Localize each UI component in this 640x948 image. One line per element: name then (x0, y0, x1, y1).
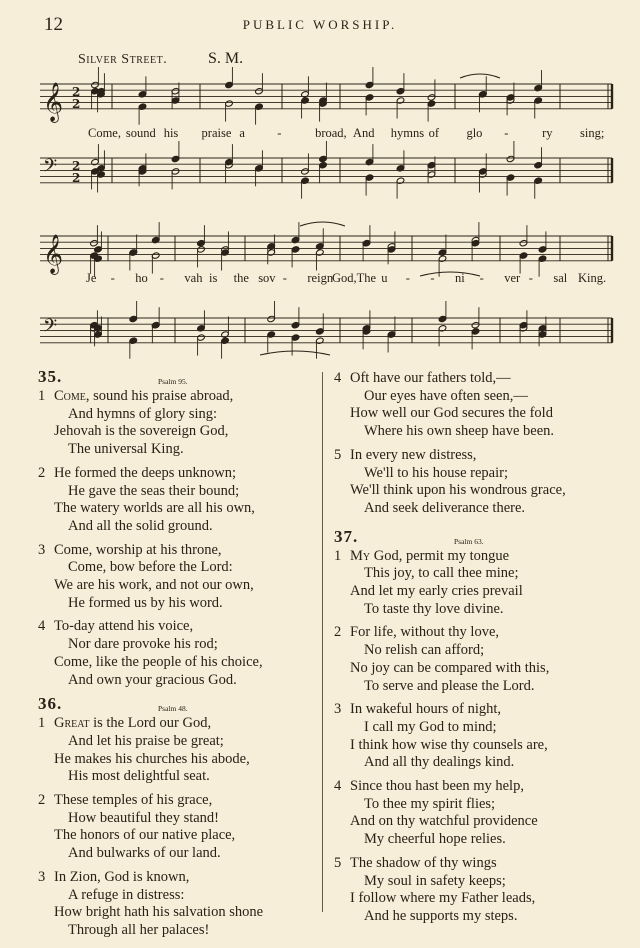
stanza (334, 624, 624, 695)
verse-line (334, 754, 624, 772)
lyric-syllable: King. (578, 271, 607, 285)
right-column (334, 370, 624, 932)
verse-line (38, 810, 318, 828)
lyric-syllable: broad, (315, 126, 347, 140)
verse-line (334, 855, 624, 873)
verse-text: How bright hath his salvation shone (54, 904, 264, 921)
verse-line (38, 792, 318, 810)
running-title: PUBLIC WORSHIP. (242, 17, 398, 32)
stanza (38, 465, 318, 536)
stanza (334, 701, 624, 772)
stanza-number: 1 (38, 388, 46, 404)
verse-line (38, 751, 318, 769)
verse-text: I think how wise thy counsels are, (350, 736, 548, 753)
verse-line (38, 595, 318, 613)
verse-line (334, 423, 624, 441)
lyric-syllable: And (352, 126, 375, 140)
verse-text: And hymns of glory sing: (68, 405, 218, 422)
verse-text: And own your gracious God. (68, 671, 237, 688)
stanza (38, 542, 318, 613)
stanza-number: 2 (38, 792, 46, 809)
verse-text: And let my early cries prevail (350, 583, 523, 600)
verse-text: To-day attend his voice, (54, 618, 194, 635)
verse-text: God, permit my tongue (370, 547, 510, 564)
stanza-number: 2 (38, 464, 46, 481)
stanza (334, 370, 624, 441)
verse-line (38, 518, 318, 536)
time-signature-icon: 2 (72, 159, 81, 173)
column-divider (322, 372, 323, 912)
tune-name: Silver Street. (78, 52, 168, 67)
stanza-number: 3 (38, 868, 46, 885)
verse-line (334, 737, 624, 755)
stanza (38, 715, 318, 786)
lyric-syllable: Je (86, 271, 97, 285)
verse-text: How well our God secures the fold (350, 405, 553, 422)
lyric-syllable: praise (201, 126, 232, 140)
verse-line (334, 388, 624, 406)
verse-text: And let his praise be great; (68, 732, 224, 749)
verse-line (38, 559, 318, 577)
verse-line (38, 618, 318, 636)
left-column (38, 368, 318, 946)
verse-text: We'll to his house repair; (364, 464, 508, 481)
verse-text: sound his praise abroad, (89, 388, 234, 404)
verse-line (334, 831, 624, 849)
verse-text: In wakeful hours of night, (350, 701, 502, 718)
verse-text: He formed the deeps unknown; (54, 464, 237, 481)
time-signature-icon: 2 (72, 85, 81, 99)
verse-line (38, 768, 318, 786)
lyric-syllable: his (163, 126, 179, 140)
verse-text: His most delightful seat. (68, 768, 210, 785)
verse-text: Jehovah is the sovereign God, (54, 423, 229, 440)
verse-line (334, 642, 624, 660)
verse-line (38, 845, 318, 863)
verse-text: And all the solid ground. (68, 517, 213, 534)
verse-text: We are his work, and not our own, (54, 577, 254, 594)
verse-line (38, 441, 318, 459)
music-score (0, 0, 640, 360)
lyric-syllable: ni (455, 271, 465, 285)
verse-text: No relish can afford; (364, 642, 485, 659)
slur (420, 272, 480, 276)
verse-text: Come, worship at his throne, (54, 541, 222, 558)
verse-line (38, 542, 318, 560)
bass-clef-icon: 𝄢 (43, 156, 58, 181)
verse-line (334, 813, 624, 831)
verse-text: And seek deliverance there. (364, 499, 526, 516)
verse-line (334, 908, 624, 926)
lyric-syllable: ho (135, 271, 148, 285)
lyric-syllable: is (209, 271, 218, 285)
verse-line (334, 873, 624, 891)
verse-line (38, 500, 318, 518)
verse-text: In every new distress, (350, 446, 477, 463)
hymn-heading (38, 695, 318, 715)
lyric-syllable: - (430, 271, 435, 285)
lyric-syllable: Come, (88, 126, 121, 140)
verse-text: Come, bow before the Lord: (68, 559, 233, 576)
verse-line (38, 423, 318, 441)
treble-clef-icon: 𝄞 (43, 81, 64, 122)
verse-text: The honors of our native place, (54, 827, 236, 844)
psalm-reference: Psalm 48. (158, 704, 188, 714)
stanza-first-word: Great (54, 715, 90, 732)
lyric-syllable: ry (542, 126, 553, 140)
verse-text: I follow where my Father leads, (350, 890, 536, 907)
lyric-syllable: of (428, 126, 440, 140)
verse-line (334, 500, 624, 518)
verse-text: The universal King. (68, 441, 184, 458)
stanza (334, 855, 624, 926)
verse-line (334, 405, 624, 423)
verse-line (38, 869, 318, 887)
verse-text: My soul in safety keeps; (364, 872, 506, 889)
stanza-number: 4 (38, 618, 46, 635)
bass-clef-icon: 𝄢 (43, 316, 58, 341)
verse-text: To thee my spirit flies; (364, 795, 496, 812)
time-signature-icon: 2 (72, 171, 81, 185)
verse-line (38, 672, 318, 690)
verse-text: is the Lord our God, (89, 715, 212, 732)
verse-line (334, 482, 624, 500)
stanza-number: 3 (334, 701, 342, 718)
lyric-syllable: - (159, 271, 164, 285)
lyric-syllable: u (381, 271, 388, 285)
stanza (38, 792, 318, 863)
verse-text: In Zion, God is known, (54, 868, 190, 885)
slur (260, 351, 330, 355)
hymn-number: 36. (38, 694, 63, 714)
lyric-syllable: The (356, 271, 377, 285)
lyric-syllable: reign (307, 271, 334, 285)
verse-text: I call my God to mind; (364, 718, 497, 735)
verse-text: He formed us by his word. (68, 594, 223, 611)
verse-text: The watery worlds are all his own, (54, 500, 255, 517)
lyric-syllable: - (277, 126, 282, 140)
verse-text: We'll think upon his wondrous grace, (350, 482, 566, 499)
verse-line (334, 719, 624, 737)
verse-text: A refuge in distress: (68, 886, 185, 903)
stanza (38, 869, 318, 940)
lyric-syllable: vah (184, 271, 203, 285)
verse-line (38, 827, 318, 845)
verse-line (38, 406, 318, 424)
page-number: 12 (44, 14, 63, 35)
verse-line (334, 796, 624, 814)
psalm-reference: Psalm 95. (158, 377, 188, 386)
verse-line (334, 447, 624, 465)
verse-text: Since thou hast been my help, (350, 778, 524, 795)
verse-text: My cheerful hope relies. (364, 831, 506, 848)
verse-text: And on thy watchful providence (350, 813, 538, 830)
verse-text: And all thy dealings kind. (364, 754, 515, 771)
tune-meter: S. M. (208, 50, 244, 67)
verse-text: How beautiful they stand! (68, 809, 220, 826)
slur (300, 222, 345, 226)
verse-line (334, 583, 624, 601)
hymn-number: 37. (334, 526, 359, 546)
verse-text: Our eyes have often seen,— (364, 387, 528, 404)
stanza-number: 4 (334, 778, 342, 795)
lyric-syllable: hymns (390, 126, 425, 140)
verse-line (334, 660, 624, 678)
lyric-syllable: - (528, 271, 533, 285)
stanza (334, 548, 624, 619)
verse-text: Through all her palaces! (68, 921, 210, 938)
stanza-first-word: Come, (54, 388, 90, 404)
lyric-syllable: God, (332, 271, 357, 285)
verse-line (334, 624, 624, 642)
verse-text: This joy, to call thee mine; (364, 565, 519, 582)
verse-text: He makes his churches his abode, (54, 750, 250, 767)
stanza (38, 618, 318, 689)
verse-text: Nor dare provoke his rod; (68, 636, 218, 653)
verse-line (38, 636, 318, 654)
stanza-number: 5 (334, 446, 342, 463)
verse-line (334, 465, 624, 483)
verse-text: Oft have our fathers told,— (350, 370, 511, 386)
lyric-syllable: - (110, 271, 115, 285)
verse-line (334, 370, 624, 388)
verse-line (38, 483, 318, 501)
verse-text: Come, like the people of his choice, (54, 653, 263, 670)
verse-line (38, 904, 318, 922)
verse-text: Where his own sheep have been. (364, 423, 555, 440)
verse-line (38, 577, 318, 595)
lyric-syllable: - (479, 271, 484, 285)
verse-text: These temples of his grace, (54, 792, 213, 809)
stanza (334, 778, 624, 849)
stanza-number: 3 (38, 541, 46, 558)
lyric-syllable: sal (553, 271, 568, 285)
verse-text: And bulwarks of our land. (68, 845, 221, 862)
verse-line (38, 887, 318, 905)
psalm-reference: Psalm 63. (454, 536, 484, 546)
lyric-syllable: - (282, 271, 287, 285)
stanza-number: 2 (334, 624, 342, 641)
verse-text: To serve and please the Lord. (364, 677, 535, 694)
verse-line (334, 890, 624, 908)
lyric-syllable: - (405, 271, 410, 285)
lyric-syllable: sound (125, 126, 156, 140)
stanza-number: 1 (38, 715, 46, 732)
verse-text: For life, without thy love, (350, 624, 500, 641)
stanza-number: 5 (334, 854, 342, 871)
lyric-syllable: glo (466, 126, 483, 140)
verse-line (38, 465, 318, 483)
stanza (38, 388, 318, 459)
stanza-number: 4 (334, 370, 342, 386)
stanza-number: 1 (334, 547, 342, 564)
verse-line (38, 733, 318, 751)
verse-text: The shadow of thy wings (350, 854, 497, 871)
lyric-syllable: ver (504, 271, 521, 285)
lyric-syllable: - (504, 126, 509, 140)
verse-text: To taste thy love divine. (364, 600, 504, 617)
verse-line (334, 678, 624, 696)
treble-clef-icon: 𝄞 (43, 233, 64, 274)
verse-line (334, 701, 624, 719)
lyric-syllable: a (239, 126, 245, 140)
verse-line (334, 778, 624, 796)
stanza-first-word: My (350, 547, 371, 564)
verse-line (38, 922, 318, 940)
stanza (334, 447, 624, 518)
lyric-syllable: sov (258, 271, 276, 285)
verse-text: No joy can be compared with this, (350, 659, 550, 676)
verse-line (334, 565, 624, 583)
lyric-syllable: sing; (580, 126, 605, 140)
verse-line (38, 654, 318, 672)
verse-line (334, 601, 624, 619)
hymn-number: 35. (38, 367, 63, 386)
verse-text: He gave the seas their bound; (68, 482, 240, 499)
lyric-syllable: the (233, 271, 249, 285)
time-signature-icon: 2 (72, 97, 81, 111)
hymn-heading (334, 528, 624, 548)
verse-text: And he supports my steps. (364, 907, 518, 924)
slur (460, 74, 500, 78)
hymn-heading (38, 368, 318, 388)
